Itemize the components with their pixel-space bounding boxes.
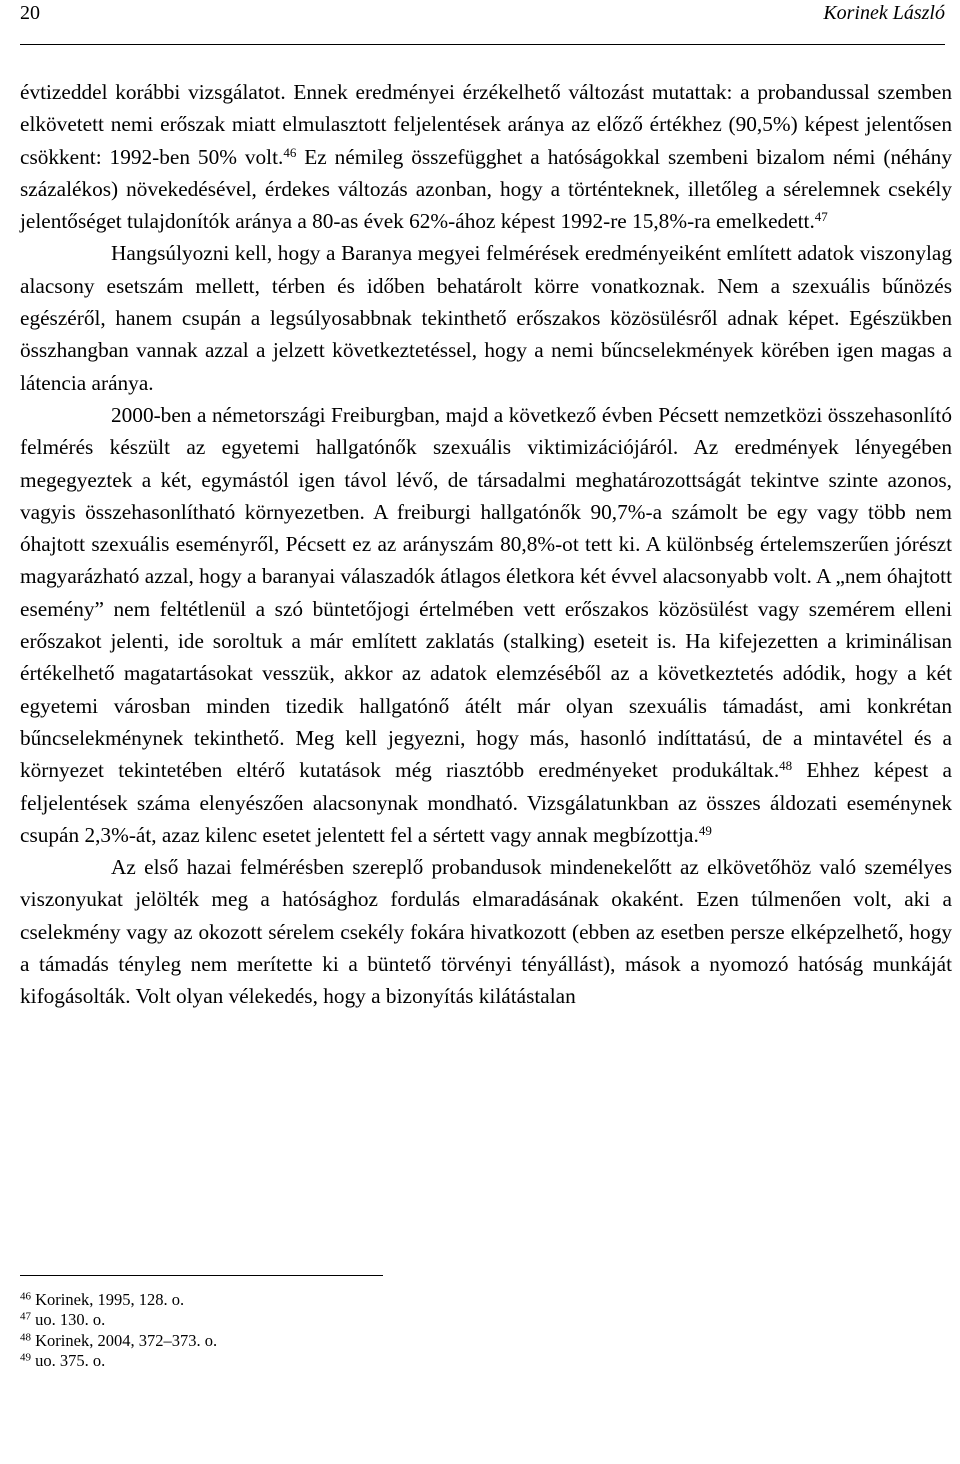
footnote-text: Korinek, 1995, 128. o.	[35, 1290, 185, 1309]
paragraph-text: Az első hazai felmérésben szereplő probandusok mindenekelőtt az elkövetőhöz való személyes viszonyukat jelölték meg a hatósághoz fordulás elmaradásának okaként. Ezen túlmenően volt, aki a cselekmény vagy az okozott sérelem csekély fokára hivatkozott (ebben az esetben persze elképzelhető, hogy a támadás tényleg nem merítette ki a büntető törvényi tényállást), mások a nyomozó hatóság munkáját kifogásolták. Volt olyan vélekedés, hogy a bizonyítás kilátástalan	[20, 855, 952, 1009]
body-text	[20, 76, 952, 1013]
footnote-number: 48	[20, 1331, 31, 1344]
paragraph-text: Ez némileg összefügghet a hatóságokkal szembeni bizalom némi (néhány százalékos) növekedésével, érdekes változás azonban, hogy a történteknek, illetőleg a sérelemnek csekély jelentőséget tulajdonítók aránya a 80-as évek 62%-ához képest 1992-re 15,8%-ra emelkedett.	[20, 144, 952, 234]
paragraph-text: évtizeddel korábbi vizsgálatot. Ennek eredményei érzékelhető változást mutattak: a probandussal szemben elkövetett nemi erőszak miatt elmulasztott feljelentések aránya az előző értékhez (90,5%) képest jelentősen csökkent: 1992-ben 50% volt.	[20, 80, 952, 169]
footnote	[20, 1290, 920, 1310]
footnote-reference[interactable]: 48	[779, 758, 793, 774]
paragraph	[20, 851, 952, 1012]
footnote	[20, 1310, 920, 1330]
paragraph	[20, 399, 952, 851]
footnote-separator	[20, 1275, 383, 1276]
footnote-reference[interactable]: 47	[814, 209, 828, 225]
running-header	[20, 0, 945, 45]
footnote-number: 49	[20, 1351, 31, 1364]
paragraph-text: Ehhez képest a feljelentések száma elenyészően alacsonynak mondható. Vizsgálatunkban az összes áldozati eseménynek csupán 2,3%-át, azaz kilenc esetet jelentett fel a sértett vagy annak megbízottja.	[20, 758, 952, 847]
page-number: 20	[20, 2, 40, 24]
footnote-number: 46	[20, 1290, 31, 1303]
footnote-reference[interactable]: 49	[698, 822, 712, 838]
footnote-number: 47	[20, 1310, 31, 1323]
running-header-author: Korinek László	[823, 2, 945, 24]
footnote	[20, 1351, 920, 1371]
paragraph-text: Hangsúlyozni kell, hogy a Baranya megyei felmérések eredményeiként említett adatok viszonylag alacsony esetszám mellett, térben és időben behatárolt körre vonatkoznak. Nem a szexuális bűnözés egészéről, hanem csupán a legsúlyosabbnak tekinthető erőszakos közösülésről adnak képet. Egészükben összhangban vannak azzal a jelzett következtetéssel, hogy a nemi bűncselekmények körében igen magas a látencia aránya.	[20, 241, 952, 395]
footnote	[20, 1331, 920, 1351]
footnotes	[20, 1290, 920, 1372]
footnote-text: Korinek, 2004, 372–373. o.	[35, 1330, 218, 1350]
paragraph-text: 2000-ben a németországi Freiburgban, majd a következő évben Pécsett nemzetközi összehasonlító felmérés készült az egyetemi hallgatónők szexuális viktimizációjáról. Az eredmények lényegében megegyeztek a két, egymástól igen távol lévő, de társadalmi meghatározottságát tekintve szinte azonos, vagyis összehasonlítható környezetben. A freiburgi hallgatónők 90,7%-a számolt be egy vagy több nem óhajtott szexuális eseményről, Pécsett ez az arányszám 80,8%-ot tett ki. A különbség értelemszerűen jórészt magyarázható azzal, hogy a baranyai válaszadók átlagos életkora két évvel alacsonyabb volt. A „nem óhajtott esemény” nem feltétlenül a szó büntetőjogi értelmében vett erőszakos közösülést vagy szemérem elleni erőszakot jelenti, ide soroltuk a már említett zaklatás (stalking) eseteit is. Ha kifejezetten a kriminálisan értékelhető magatartásokat vesszük, akkor az adatok elemzéséből az a következtetés adódik, hogy a két egyetemi városban minden tizedik hallgatónő átélt már olyan szexuális támadást, ami konkrétan bűncselekménynek tekinthető. Meg kell jegyezni, hogy más, hasonló indíttatású, de a mintavétel és a környezet tekintetében eltérő kutatások még riasztóbb eredményeket produkáltak.	[20, 402, 952, 783]
footnote-reference[interactable]: 46	[283, 144, 297, 160]
footnote-text: uo. 375. o.	[35, 1351, 106, 1371]
paragraph	[20, 237, 952, 398]
footnote-text: uo. 130. o.	[35, 1310, 106, 1330]
paragraph	[20, 76, 952, 237]
